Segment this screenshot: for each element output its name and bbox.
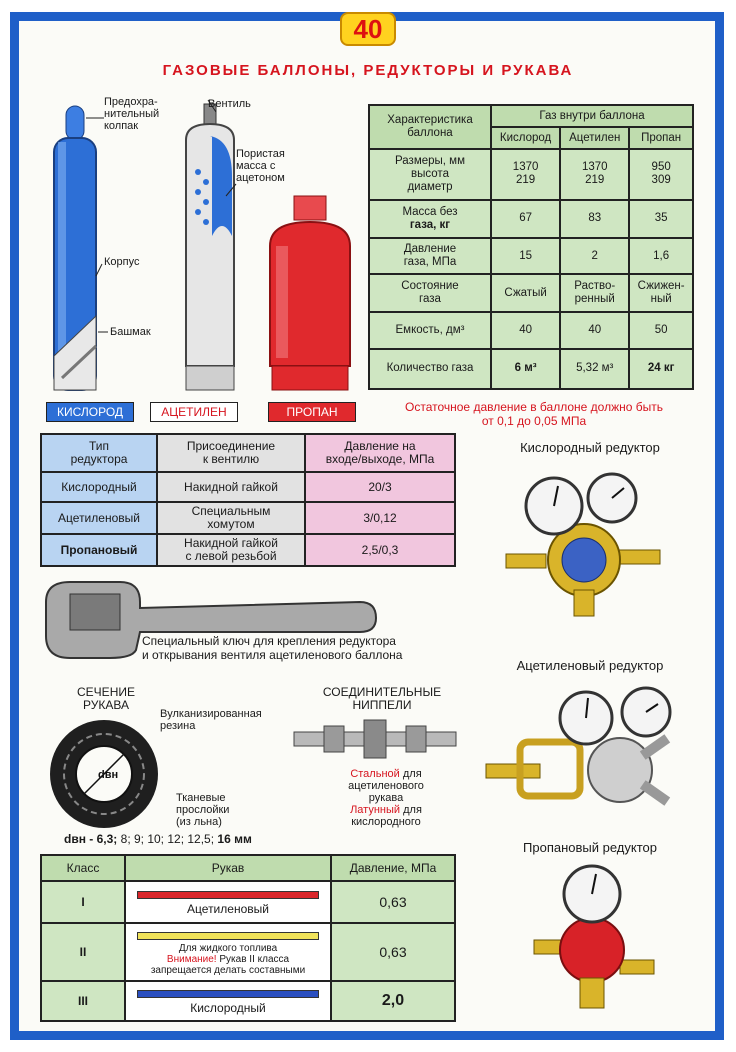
tag-acetylene: АЦЕТИЛЕН [150, 402, 238, 422]
label-porous: Пористая масса с ацетоном [236, 148, 285, 184]
propane-reducer-illustration [520, 860, 670, 1010]
acetylene-reducer-caption: Ацетиленовый редуктор [516, 658, 664, 673]
acetylene-cylinder [186, 104, 234, 390]
table-row: Емкость, дм³ 40 40 50 [369, 312, 693, 348]
tag-oxygen: КИСЛОРОД [46, 402, 134, 422]
nipples-caption: Стальной для ацетиленового рукава Латунный для кислородного [348, 768, 424, 828]
label-shoe: Башмак [110, 326, 151, 338]
oxygen-cylinder [54, 106, 96, 390]
residual-pressure-note: Остаточное давление в баллоне должно быть от 0,1 до 0,05 МПа [405, 400, 663, 428]
acetylene-reducer-illustration [480, 682, 690, 812]
table-row: III Кислородный 2,0 [41, 981, 455, 1021]
hose-bar-red [137, 891, 319, 899]
char-head-left: Характеристика баллона [369, 105, 491, 149]
tag-propane: ПРОПАН [268, 402, 356, 422]
hose-sizes: dвн - 6,3; 8; 9; 10; 12; 12,5; 16 мм [64, 832, 252, 846]
cylinder-characteristics-table [368, 104, 694, 390]
table-row: Размеры, мм высота диаметр 1370 219 1370 219 950 309 [369, 149, 693, 199]
reducer-head-press: Давление на входе/выходе, МПа [305, 434, 455, 472]
reducer-head-conn: Присоединение к вентилю [157, 434, 305, 472]
propane-cylinder [270, 196, 350, 390]
char-head-group: Газ внутри баллона [491, 105, 693, 127]
table-row: I Ацетиленовый 0,63 [41, 881, 455, 923]
table-row: Состояние газа Сжатый Раство- ренный Сжижен- ный [369, 274, 693, 312]
hose-rubber-label: Вулканизированная резина [160, 708, 262, 732]
hose-section-illustration [44, 714, 164, 834]
hose-bar-yellow [137, 932, 319, 940]
hose-table [40, 854, 456, 1022]
oxygen-reducer-caption: Кислородный редуктор [520, 440, 660, 455]
oxygen-reducer-illustration [496, 470, 676, 620]
cylinders-illustration [36, 96, 366, 396]
char-gas-0: Кислород [491, 127, 560, 149]
reducer-head-type: Тип редуктора [41, 434, 157, 472]
hose-section-title: СЕЧЕНИЕ РУКАВА [77, 685, 135, 712]
wrench-caption: Специальный ключ для крепления редуктора и открывания вентиля ацетиленового баллона [142, 634, 403, 662]
table-row: Количество газа 6 м³ 5,32 м³ 24 кг [369, 349, 693, 389]
char-gas-1: Ацетилен [560, 127, 629, 149]
nipples-title: СОЕДИНИТЕЛЬНЫЕ НИППЕЛИ [322, 685, 442, 712]
label-valve: Вентиль [208, 98, 251, 110]
table-row: Кислородный Накидной гайкой 20/3 [41, 472, 455, 502]
nipples-illustration [290, 714, 460, 764]
table-row: Ацетиленовый Специальным хомутом 3/0,12 [41, 502, 455, 534]
page-title: ГАЗОВЫЕ БАЛЛОНЫ, РЕДУКТОРЫ И РУКАВА [162, 62, 574, 79]
reducer-table [40, 433, 456, 567]
hose-head-press: Давление, МПа [331, 855, 455, 881]
hose-head-hose: Рукав [125, 855, 331, 881]
propane-reducer-caption: Пропановый редуктор [523, 840, 657, 855]
hose-dia-label: dвн [98, 769, 119, 781]
char-gas-2: Пропан [629, 127, 693, 149]
hose-fabric-label: Тканевые прослойки (из льна) [176, 792, 230, 828]
table-row: Давление газа, МПа 15 2 1,6 [369, 238, 693, 274]
label-cap: Предохра- нительный колпак [104, 96, 160, 132]
label-body: Корпус [104, 256, 140, 268]
table-row: II Для жидкого топлива Внимание! Рукав II класса запрещается делать составными 0,63 [41, 923, 455, 981]
table-row: Масса без газа, кг 67 83 35 [369, 200, 693, 238]
hose-bar-blue [137, 990, 319, 998]
table-row: Пропановый Накидной гайкой с левой резьбой 2,5/0,3 [41, 534, 455, 566]
hose-head-class: Класс [41, 855, 125, 881]
page-number: 40 [340, 12, 396, 46]
